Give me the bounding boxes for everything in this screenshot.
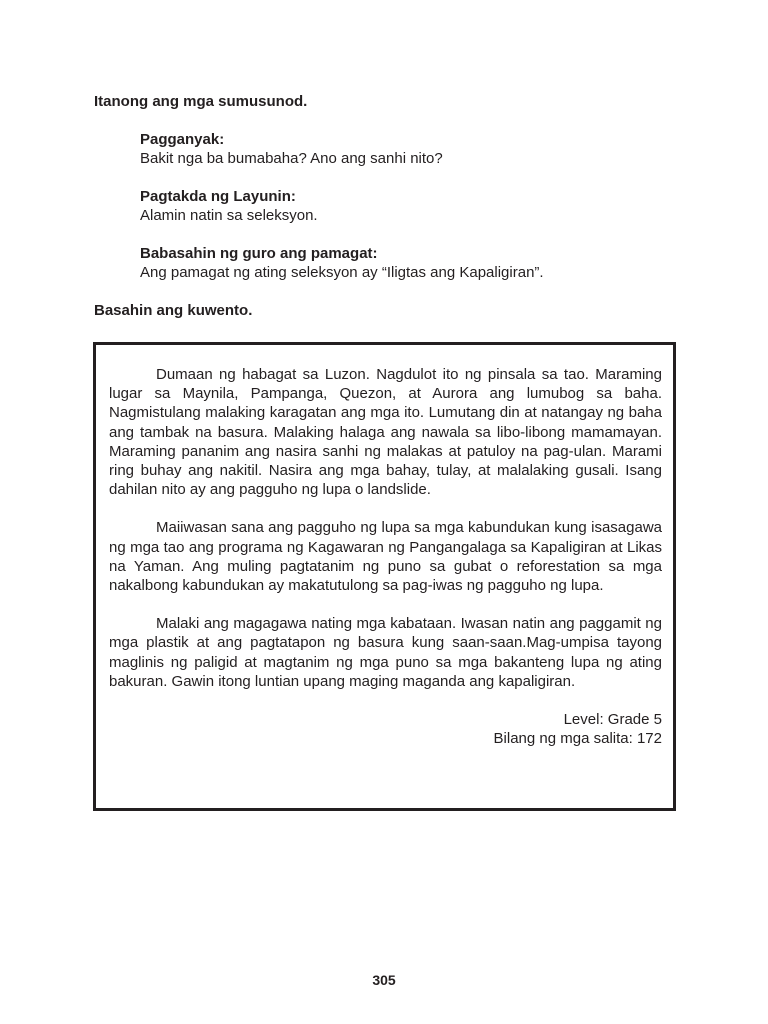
section-text: Ang pamagat ng ating seleksyon ay “Iligtas ang Kapaligiran”. [140,264,544,281]
story-paragraph: Maiiwasan sana ang pagguho ng lupa sa mga kabundukan kung isasagawa ng mga tao ang programa ng Kagawaran ng Pangangalaga sa Kapaligiran at Likas na Yaman. Ang muling pagtatanim ng puno sa gubat o reforestation sa mga nakalbong kabundukan ay makatutulong sa pag-iwas ng pagguho ng lupa. [109,519,662,595]
read-story-heading: Basahin ang kuwento. [94,302,253,319]
section-text: Bakit nga ba bumabaha? Ano ang sanhi nito? [140,150,443,167]
story-level: Level: Grade 5 [563,711,662,729]
section-text: Alamin natin sa seleksyon. [140,207,318,224]
instructions-heading: Itanong ang mga sumusunod. [94,93,308,110]
title-reading-section [140,244,700,282]
story-box [93,342,676,811]
section-label: Babasahin ng guro ang pamagat: [140,245,378,262]
story-meta [109,710,662,748]
story-paragraph: Dumaan ng habagat sa Luzon. Nagdulot ito ng pinsala sa tao. Maraming lugar sa Maynila, Pampanga, Quezon, at Aurora ang lumubog sa baha. Nagmistulang malaking karagatan ang mga ito. Lumutang din at natangay ng baha ang tambak na basura. Malaking halaga ang nawala sa libo-libong mamamayan. Maraming pananim ang nasira sanhi ng malakas at patuloy na pag-ulan. Marami ring buhay ang nakitil. Nasira ang mga bahay, tulay, at malalaking gusali. Isang dahilan nito ay ang pagguho ng lupa o landslide. [109,366,662,499]
section-label: Pagtakda ng Layunin: [140,188,296,205]
motivation-section [140,130,700,168]
story-paragraph: Malaki ang magagawa nating mga kabataan. Iwasan natin ang paggamit ng mga plastik at ang pagtatapon ng basura kung saan-saan.Mag-umpisa tayong maglinis ng paligid at magtanim ng mga puno sa mga bakanteng lupa ng ating bakuran. Gawin itong luntian upang maging maganda ang kapaligiran. [109,615,662,690]
section-label: Pagganyak: [140,131,225,148]
story-word-count: Bilang ng mga salita: 172 [493,730,662,748]
page-number: 305 [372,972,396,988]
objective-section [140,187,700,225]
story-body [109,365,662,748]
